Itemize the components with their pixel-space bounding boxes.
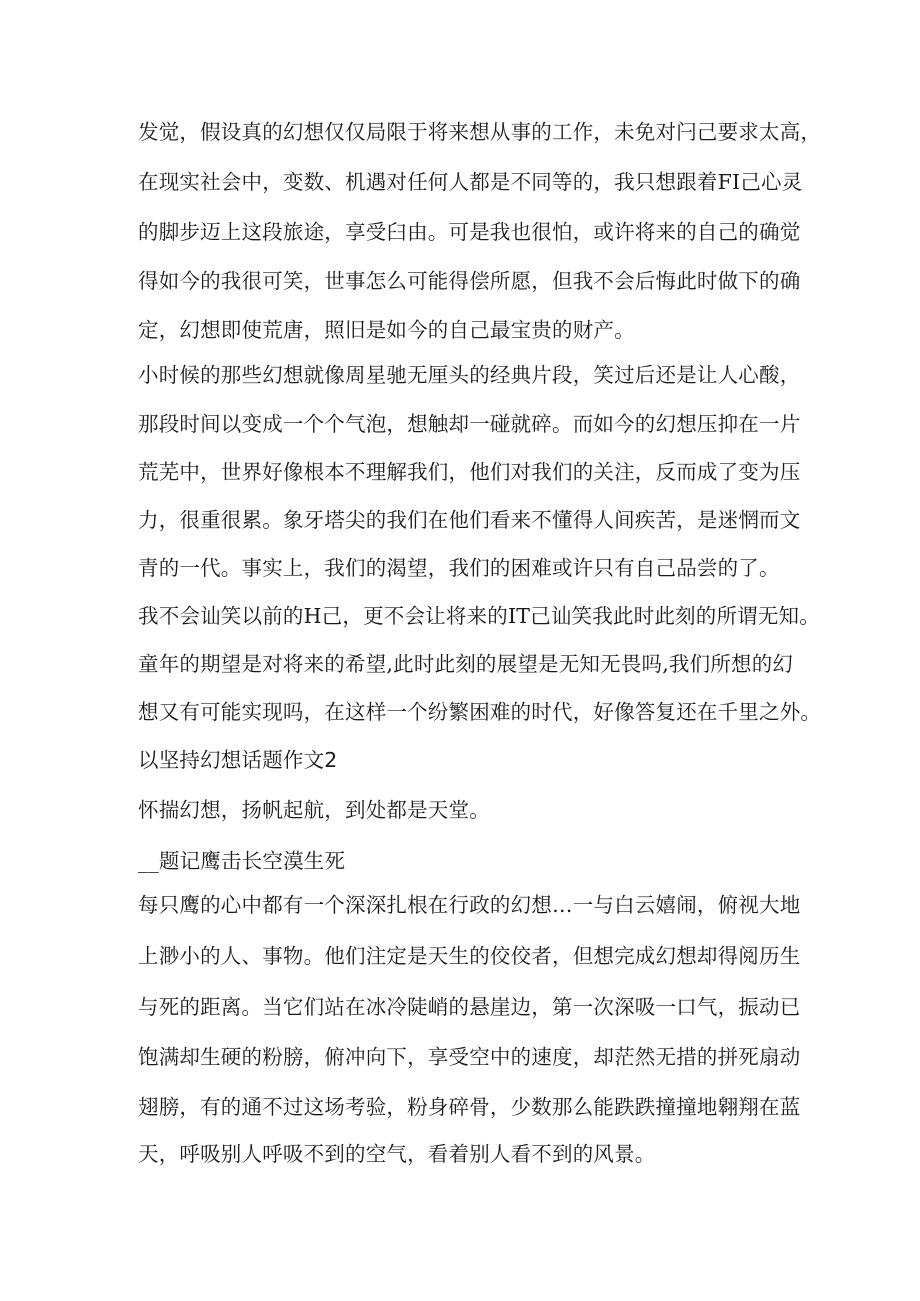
- text-line: 力，很重很累。象牙塔尖的我们在他们看来不懂得人间疾苦，是迷惘而文: [138, 508, 801, 532]
- text-line: 想又有可能实现吗，在这样一个纷繁困难的时代，好像答复还在千里之外。: [138, 700, 822, 724]
- text-line: 小时候的那些幻想就像周星驰无厘头的经典片段，笑过后还是让人心酸，: [138, 363, 801, 387]
- essay-heading: 以坚持幻想话题作文2: [138, 748, 338, 772]
- epigraph: __题记鹰击长空漠生死: [138, 849, 346, 873]
- text-line: 翅膀，有的通不过这场考验，粉身碎骨，少数那么能跌跌撞撞地翱翔在蓝: [138, 1095, 801, 1119]
- text-line: 在现实社会中，变数、机遇对任何人都是不同等的，我只想跟着FI己心灵: [138, 170, 803, 194]
- text-line: 发觉，假设真的幻想仅仅局限于将来想从事的工作，未免对闩己要求太高，: [138, 120, 822, 144]
- text-line: 荒芜中，世界好像根本不理解我们，他们对我们的关注，反而成了变为压: [138, 460, 801, 484]
- text-line: 的脚步迈上这段旅途，享受臼由。可是我也很怕，或许将来的自己的确觉: [138, 220, 801, 244]
- text-line: 得如今的我很可笑，世事怎么可能得偿所愿，但我不会后悔此时做下的确: [138, 269, 801, 293]
- text-line: 我不会讪笑以前的H己，更不会让将来的IT己讪笑我此时此刻的所谓无知。: [138, 604, 820, 628]
- text-line: 上渺小的人、事物。他们注定是天生的佼佼者，但想完成幻想却得阅历生: [138, 944, 801, 968]
- text-line: 与死的距离。当它们站在冰冷陡峭的悬崖边，第一次深吸一口气，振动已: [138, 995, 801, 1019]
- text-line: 定，幻想即使荒唐，照旧是如今的自己最宝贵的财产。: [138, 318, 635, 342]
- text-line: 天，呼吸别人呼吸不到的空气，看着别人看不到的风景。: [138, 1142, 656, 1166]
- text-line: 怀揣幻想，扬帆起航，到处都是天堂。: [138, 798, 490, 822]
- text-line: 每只鹰的心中都有一个深深扎根在行政的幻想…一与白云嬉闹，俯视大地: [138, 893, 801, 917]
- text-line: 青的一代。事实上，我们的渴望，我们的困难或许只有自己品尝的了。: [138, 556, 780, 580]
- text-line: 童年的期望是对将来的希望,此时此刻的展望是无知无畏吗,我们所想的幻: [138, 652, 794, 676]
- text-line: 饱满却生硬的粉膀，俯冲向下，享受空中的速度，却茫然无措的拼死扇动: [138, 1045, 801, 1069]
- text-line: 那段时间以变成一个个气泡，想触却一碰就碎。而如今的幻想压抑在一片: [138, 412, 801, 436]
